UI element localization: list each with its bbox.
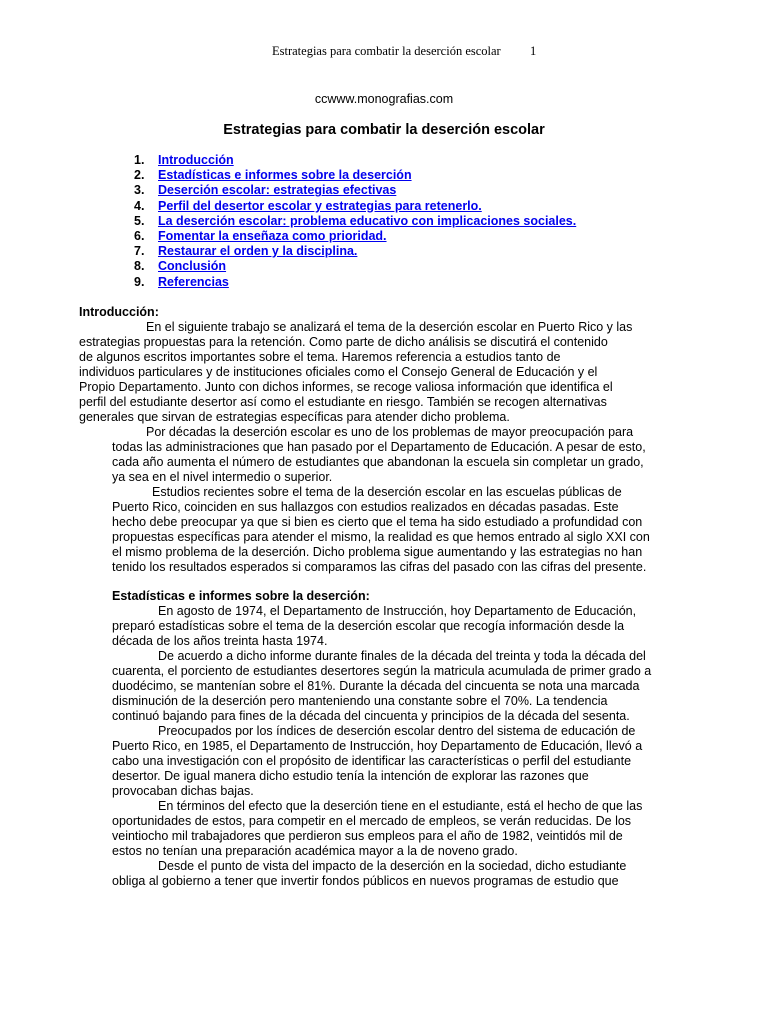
toc-item-number: 4. bbox=[134, 198, 145, 213]
paragraph-line: desertor. De igual manera dicho estudio tenía la intención de explorar las razones que bbox=[112, 769, 589, 783]
paragraph-line: cada año aumenta el número de estudiantes que abandonan la escuela sin completar un grado, bbox=[112, 455, 644, 469]
toc-link-conclusion[interactable]: Conclusión bbox=[158, 259, 227, 274]
page-number: 1 bbox=[530, 44, 537, 58]
paragraph-line: estrategias propuestas para la retención. Como parte de dicho análisis se discutirá el contenido bbox=[79, 335, 608, 349]
paragraph-line: duodécimo, se mantenían sobre el 81%. Durante la década del cincuenta se nota una marcada bbox=[112, 679, 640, 693]
paragraph-line: el mismo problema de la deserción. Dicho problema sigue aumentando y las estrategias no han bbox=[112, 545, 643, 559]
paragraph-line: ya sea en el nivel intermedio o superior. bbox=[112, 470, 333, 484]
paragraph-line: preparó estadísticas sobre el tema de la deserción escolar que recogía información desde la bbox=[112, 619, 625, 633]
paragraph-line: Preocupados por los índices de deserción escolar dentro del sistema de educación de bbox=[158, 724, 636, 738]
section-heading-introduccion: Introducción: bbox=[79, 305, 159, 319]
paragraph-line: Propio Departamento. Junto con dichos informes, se recoge valiosa información que identifica el bbox=[79, 380, 613, 394]
paragraph-line: En términos del efecto que la deserción tiene en el estudiante, está el hecho de que las bbox=[158, 799, 643, 813]
paragraph-line: hecho debe preocupar ya que si bien es cierto que el tema ha sido estudiado a profundidad con bbox=[112, 515, 643, 529]
toc-link-fomentar-ensenanza[interactable]: Fomentar la enseñaza como prioridad. bbox=[158, 228, 387, 243]
toc-item-number: 7. bbox=[134, 244, 145, 259]
toc-link-problema-educativo[interactable]: La deserción escolar: problema educativo con implicaciones sociales. bbox=[158, 213, 577, 228]
paragraph-line: individuos particulares y de instituciones oficiales como el Consejo General de Educación y el bbox=[79, 365, 598, 379]
toc-item bbox=[134, 275, 576, 290]
paragraph-line: tenido los resultados esperados si comparamos las cifras del pasado con las cifras del presente. bbox=[112, 560, 647, 574]
toc-item-number: 1. bbox=[134, 153, 145, 167]
toc-item-number: 3. bbox=[134, 183, 145, 198]
toc-item bbox=[134, 244, 576, 259]
toc-link-estrategias-efectivas[interactable]: Deserción escolar: estrategias efectivas bbox=[158, 183, 397, 198]
paragraph-line: En agosto de 1974, el Departamento de Instrucción, hoy Departamento de Educación, bbox=[158, 604, 637, 618]
paragraph-line: provocaban dichas bajas. bbox=[112, 784, 254, 798]
paragraph-line: propuestas específicas para atender el mismo, la realidad es que hemos entrado al siglo XXI con bbox=[112, 530, 650, 544]
paragraph-line: generales que sirvan de estrategias específicas para atender dicho problema. bbox=[79, 410, 510, 424]
toc-item bbox=[134, 214, 576, 229]
running-header-title: Estrategias para combatir la deserción escolar bbox=[272, 44, 501, 58]
paragraph-line: perfil del estudiante desertor así como el estudiante en riesgo. También se recogen alternativas bbox=[79, 395, 607, 409]
toc-link-restaurar-orden[interactable]: Restaurar el orden y la disciplina. bbox=[158, 244, 358, 259]
toc-item bbox=[134, 183, 576, 198]
toc-item-number: 8. bbox=[134, 259, 145, 274]
toc-link-estadisticas[interactable]: Estadísticas e informes sobre la deserción bbox=[158, 168, 412, 183]
paragraph-line: De acuerdo a dicho informe durante finales de la década del treinta y toda la década del bbox=[158, 649, 646, 663]
toc-item bbox=[134, 168, 576, 183]
paragraph-line: continuó bajando para fines de la década del cincuenta y principios de la década del sesenta. bbox=[112, 709, 630, 723]
paragraph-line: oportunidades de estos, para competir en el mercado de empleos, se verán reducidas. De los bbox=[112, 814, 632, 828]
toc-item-number: 9. bbox=[134, 274, 145, 289]
paragraph-line: En el siguiente trabajo se analizará el tema de la deserción escolar en Puerto Rico y las bbox=[146, 320, 633, 334]
toc-item-number: 2. bbox=[134, 168, 145, 183]
paragraph-line: estos no tenían una preparación académica mayor a la de noveno grado. bbox=[112, 844, 518, 858]
toc-item bbox=[134, 229, 576, 244]
section-heading-estadisticas: Estadísticas e informes sobre la deserción: bbox=[112, 589, 370, 603]
paragraph-line: disminución de la deserción pero manteniendo una constante sobre el 70%. La tendencia bbox=[112, 694, 608, 708]
paragraph-line: todas las administraciones que han pasado por el Departamento de Educación. A pesar de esto, bbox=[112, 440, 646, 454]
paragraph-line: de algunos escritos importantes sobre el tema. Haremos referencia a estudios tanto de bbox=[79, 350, 561, 364]
document-title: Estrategias para combatir la deserción escolar bbox=[223, 122, 545, 138]
toc-item bbox=[134, 153, 576, 168]
paragraph-line: obliga al gobierno a tener que invertir fondos públicos en nuevos programas de estudio que bbox=[112, 874, 619, 888]
paragraph-line: Estudios recientes sobre el tema de la deserción escolar en las escuelas públicas de bbox=[152, 485, 622, 499]
toc-link-introduccion[interactable]: Introducción bbox=[158, 153, 234, 167]
paragraph-line: cuarenta, el porciento de estudiantes desertores según la matricula acumulada de primer grado a bbox=[112, 664, 652, 678]
paragraph-line: veintiocho mil trabajadores que perdieron sus empleos para el año de 1982, veintidós mil de bbox=[112, 829, 623, 843]
paragraph-line: Por décadas la deserción escolar es uno de los problemas de mayor preocupación para bbox=[146, 425, 634, 439]
paragraph-line: década de los años treinta hasta 1974. bbox=[112, 634, 328, 648]
toc-item-number: 6. bbox=[134, 228, 145, 243]
paragraph-line: cabo una investigación con el propósito de identificar las características o perfil del estudiante bbox=[112, 754, 632, 768]
source-site: ccwww.monografias.com bbox=[314, 92, 454, 106]
toc-item bbox=[134, 199, 576, 214]
toc-item-number: 5. bbox=[134, 213, 145, 228]
toc-link-referencias[interactable]: Referencias bbox=[158, 274, 229, 289]
paragraph-line: Puerto Rico, en 1985, el Departamento de Instrucción, hoy Departamento de Educación, llevó a bbox=[112, 739, 643, 753]
table-of-contents bbox=[134, 153, 576, 290]
paragraph-line: Puerto Rico, coinciden en sus hallazgos con estudios realizados en décadas pasadas. Este bbox=[112, 500, 619, 514]
paragraph-line: Desde el punto de vista del impacto de la deserción en la sociedad, dicho estudiante bbox=[158, 859, 627, 873]
toc-item bbox=[134, 259, 576, 274]
toc-link-perfil-desertor[interactable]: Perfil del desertor escolar y estrategias para retenerlo. bbox=[158, 198, 482, 213]
